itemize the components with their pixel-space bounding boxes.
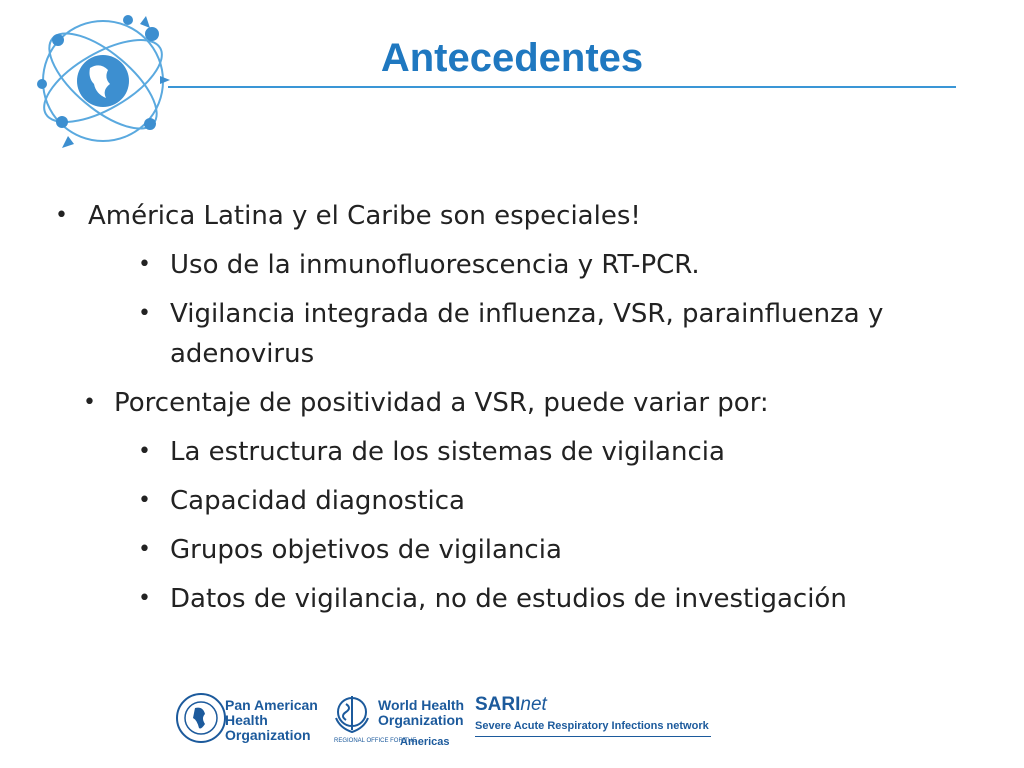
bullet-dot: • <box>83 390 96 415</box>
who-emblem-icon <box>330 692 374 736</box>
sarinet-underline <box>475 736 711 737</box>
bullet-list <box>0 196 1024 628</box>
paho-seal-icon <box>175 692 227 744</box>
bullet-item: • Datos de vigilancia, no de estudios de investigación <box>0 579 1024 619</box>
bullet-item: • Capacidad diagnostica <box>0 481 1024 521</box>
who-logo: World Health Organization REGIONAL OFFICE FOR THE Americas <box>330 692 470 752</box>
bullet-dot: • <box>138 537 151 562</box>
bullet-item: • La estructura de los sistemas de vigilancia <box>0 432 1024 472</box>
bullet-dot: • <box>138 586 151 611</box>
bullet-item: • Porcentaje de positividad a VSR, puede variar por: <box>0 383 1024 423</box>
bullet-dot: • <box>138 439 151 464</box>
slide-title: Antecedentes <box>380 36 644 80</box>
sarinet-logo: SARInet Severe Acute Respiratory Infections network <box>473 692 713 742</box>
bullet-dot: • <box>138 301 151 326</box>
bullet-item: • Uso de la inmunofluorescencia y RT-PCR. <box>0 245 1024 285</box>
bullet-item: • América Latina y el Caribe son especiales! <box>0 196 1024 236</box>
paho-logo: Pan American Health Organization <box>175 692 325 748</box>
bullet-dot: • <box>138 252 151 277</box>
globe-logo-icon <box>28 6 178 156</box>
title-divider <box>168 86 956 88</box>
bullet-dot: • <box>55 203 68 228</box>
bullet-dot: • <box>138 488 151 513</box>
bullet-item: • Vigilancia integrada de influenza, VSR, parainfluenza y adenovirus <box>0 294 1024 374</box>
bullet-item: • Grupos objetivos de vigilancia <box>0 530 1024 570</box>
